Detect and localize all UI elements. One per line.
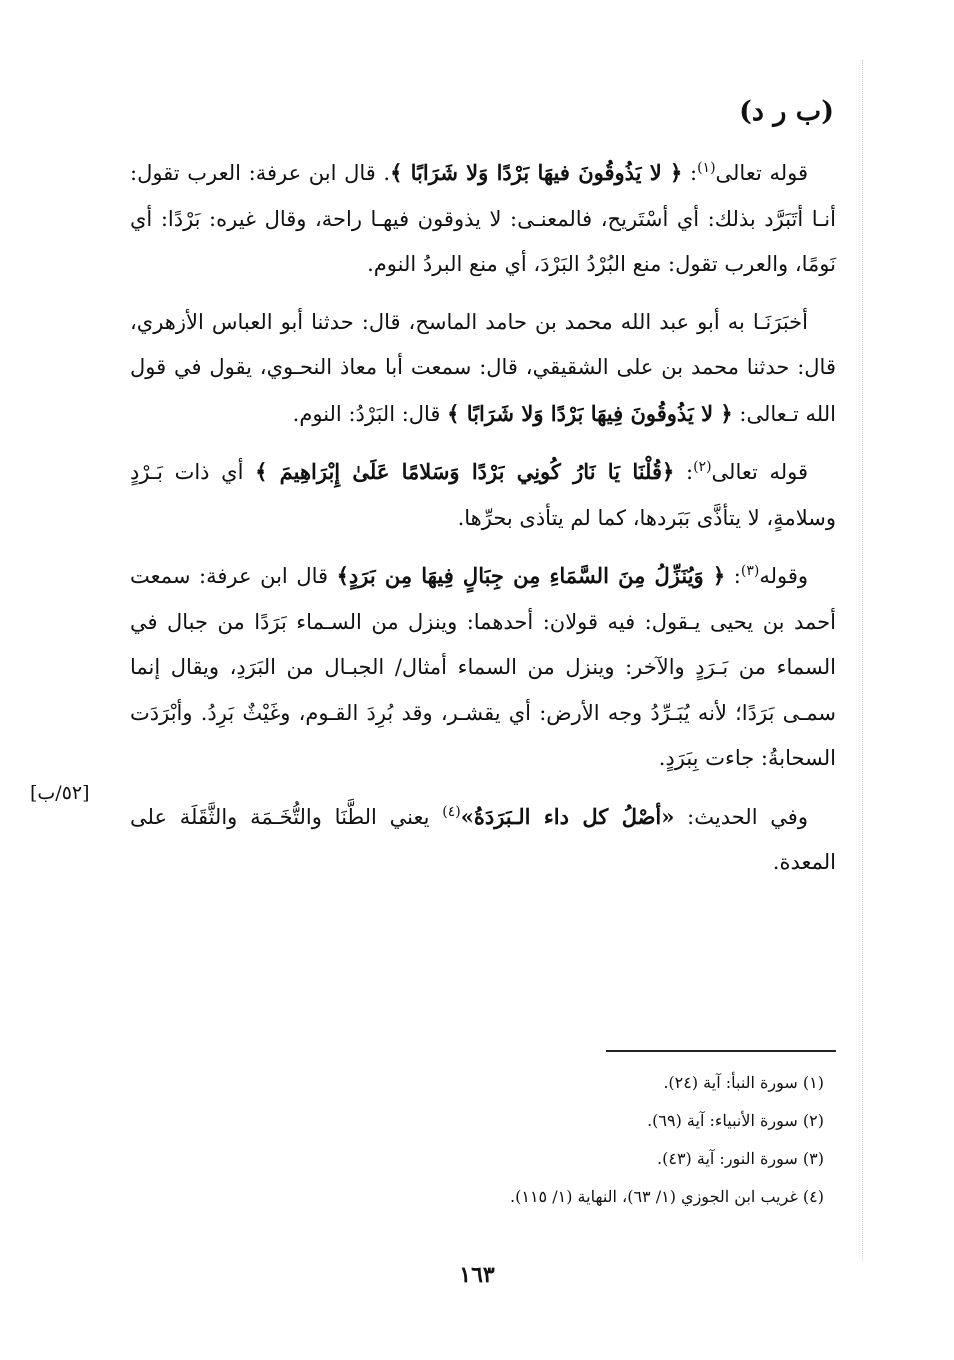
paragraph-5 — [130, 794, 836, 886]
paragraph-text: قال: البَرْدُ: النوم. — [292, 401, 448, 426]
hadith-quote: «أصْلُ كل داء الـبَرَدَةُ» — [460, 803, 675, 829]
paragraph-text: قال ابن عرفة: سمعت أحمد بن يحيى يـقول: فيه قولان: أحدهما: وينزل من السـماء بَرَدًا من جبال في السماء من بَـرَدٍ والآخر: وينزل من السماء أمثال/ الجبـال من البَرَدِ، ويقال إنما سمـى بَرَدًا؛ لأنه يُبَـرِّدُ وجه الأرض: أي يقشـر، وقد بُرِدَ القـوم، وغَيْثٌ بَرِدُ. وأبْرَدَت السحابةُ: جاءت بِبَرَدٍ. — [130, 564, 836, 770]
paragraph-text: : — [725, 564, 741, 588]
footnote-separator — [606, 1050, 836, 1052]
paragraph-2 — [130, 300, 836, 438]
footnote-reference-2[interactable]: (٢) — [693, 459, 712, 475]
paragraph-3 — [130, 449, 836, 541]
paragraph-text: أي ذات بَـرْدٍ وسلامةٍ، لا يتأذَّى بَبَردها، كما لم يتأذى بحرِّها. — [130, 460, 836, 530]
paragraph-text: وفي الحديث: — [674, 804, 808, 829]
quran-quote: ﴿ لا يَذُوقُونَ فيهَا بَرْدًا وَلا شَرَابًا ﴾ — [390, 160, 683, 185]
footnote-reference-4[interactable]: (٤) — [442, 803, 461, 820]
quran-quote: ﴿ لا يَذُوقُونَ فِيهَا بَرْدًا وَلا شَرَابًا ﴾ — [447, 400, 733, 426]
paragraph-text: : — [674, 460, 694, 484]
footnote-reference-3[interactable]: (٣) — [740, 563, 760, 579]
paragraph-4 — [130, 553, 836, 782]
entry-heading: (ب ر د) — [739, 96, 834, 127]
manuscript-folio-marker: [٥٢/ب] — [30, 782, 90, 804]
paragraph-1 — [130, 150, 836, 288]
paragraph-text: : — [682, 161, 698, 185]
footnotes-list — [134, 1064, 824, 1216]
body-text — [130, 150, 836, 898]
paragraph-text: وقوله — [759, 564, 808, 588]
footnote-item: (٤) غريب ابن الجوزي (١/ ٦٣)، النهاية (١/ ١١٥). — [510, 1187, 824, 1206]
page-edge-dotted-line — [862, 60, 863, 1260]
paragraph-text: قوله تعالى — [711, 460, 808, 484]
paragraph-text: قوله تعالى — [715, 161, 808, 185]
footnote-item: (٢) سورة الأنبياء: آية (٦٩). — [647, 1111, 824, 1130]
paragraph-text: أخبَرَنَـا به أبو عبد الله محمد بن حامد الماسح، قال: حدثنا أبو العباس الأزهري، قال: حدثنا محمد بن على الشقيقي، قال: سمعت أبا معاذ النحـوي، يقول في قول الله تـعالى: — [130, 309, 836, 426]
quran-quote: ﴿ وَيُنَزِّلُ مِنَ السَّمَاءِ مِن جِبَالٍ فِيهَا مِن بَرَدٍ﴾ — [336, 563, 726, 588]
paragraph-text: . قال ابن عرفة: العرب تقول: أنـا أتَبَرَّد بذلك: أي أسْتَريح، فالمعنـى: لا يذوقون فيهـا راحة، وقال غيره: بَرْدًا: أي نَومًا، والعرب تقول: منع البُرْدُ البَرْدَ، أي منع البردُ النوم. — [130, 161, 836, 276]
quran-quote: ﴿قُلْنَا يَا نَارُ كُونِي بَرْدًا وَسَلامًا عَلَىٰ إِبْرَاهِيمَ ﴾ — [255, 459, 675, 484]
page-number: ١٦٣ — [459, 1262, 495, 1288]
footnote-item: (٣) سورة النور: آية (٤٣). — [657, 1149, 824, 1168]
footnote-item: (١) سورة النبأ: آية (٢٤). — [663, 1073, 824, 1092]
footnote-reference-1[interactable]: (١) — [697, 160, 716, 176]
paragraph-text: يعني الطَّنَا والتُّخَـمَة والثَّقَلَة على المعدة. — [130, 804, 836, 874]
